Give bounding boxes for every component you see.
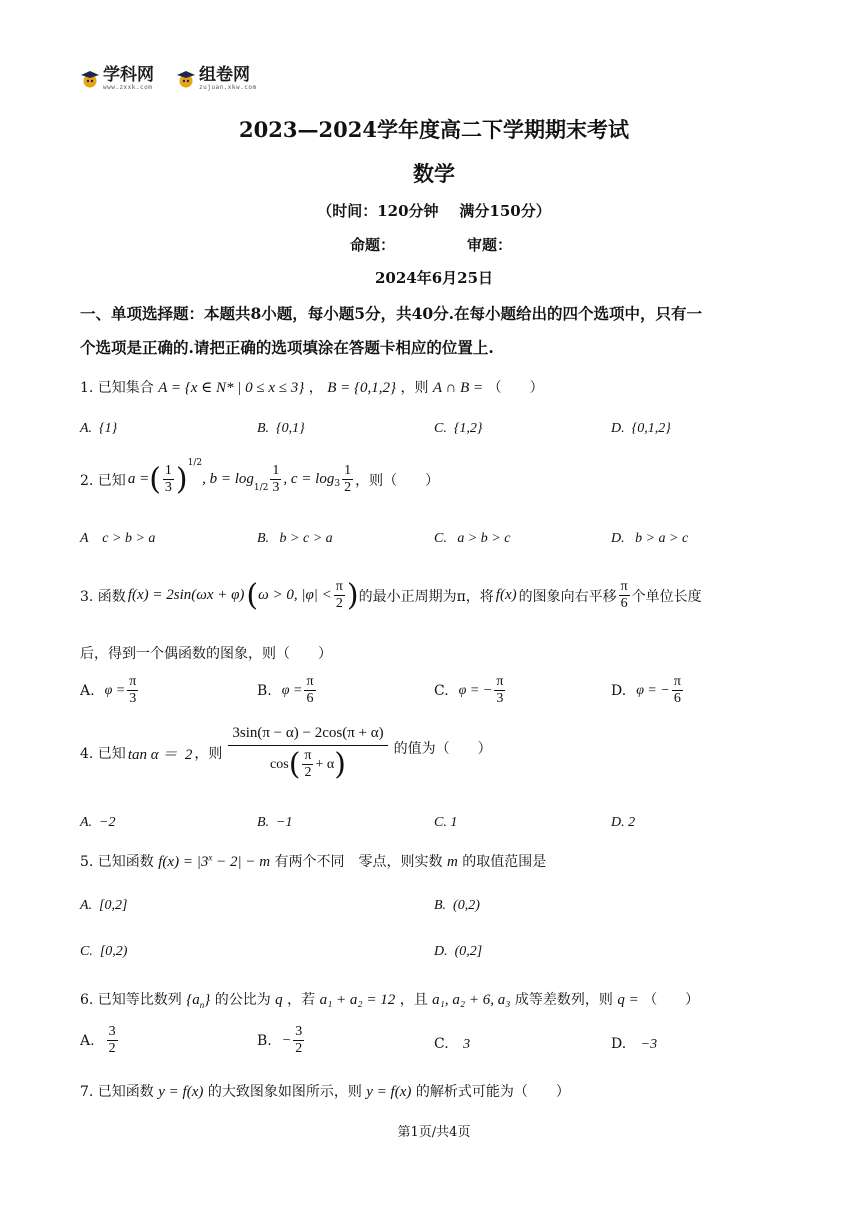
q4-option-d[interactable]: D. 2 bbox=[611, 815, 636, 830]
q4-den-num: π bbox=[304, 748, 312, 763]
q3-opt-c-den: 3 bbox=[496, 691, 504, 706]
q6-opt-a-num: 3 bbox=[108, 1024, 116, 1039]
q4-den-right-paren: ) bbox=[334, 746, 346, 782]
graduation-cap-icon bbox=[176, 70, 196, 88]
q5-var: m bbox=[446, 854, 458, 870]
q6-seq-sub: n bbox=[199, 999, 205, 1010]
q2-left-paren: ( bbox=[149, 462, 161, 497]
q6-cond: a₁ + a₂ = 12 bbox=[319, 992, 396, 1008]
q3-option-c[interactable] bbox=[434, 674, 507, 707]
q6-opt-a-label: A. bbox=[80, 1032, 95, 1049]
q3-line2: 后，得到一个偶函数的图象，则（ ） bbox=[80, 646, 332, 662]
q2-b-fraction bbox=[270, 463, 281, 496]
exam-title: 2023—2024学年度高二下学期期末考试 bbox=[239, 117, 629, 142]
q7-stem-a: 7. 已知函数 bbox=[80, 1084, 154, 1100]
setter-label: 命题： bbox=[350, 236, 396, 254]
q3-opt-a-lhs: φ = bbox=[104, 682, 126, 698]
q2-right-paren: ) bbox=[175, 462, 188, 497]
page-footer: 第1页/共4页 bbox=[397, 1125, 471, 1140]
q1-paren: （ ） bbox=[487, 380, 544, 396]
logo-zxxk-url: www.zxxk.com bbox=[103, 84, 153, 91]
q2-option-a[interactable]: A c > b > a bbox=[80, 531, 156, 546]
q6-opt-a-den: 2 bbox=[108, 1041, 116, 1056]
reviewer-label: 审题： bbox=[467, 236, 513, 254]
q6-stem-c: ，若 bbox=[287, 992, 316, 1008]
q3-opt-d-fraction bbox=[672, 674, 683, 707]
q3-option-a[interactable] bbox=[80, 674, 140, 707]
logo-zxxk bbox=[80, 66, 154, 91]
exam-info: （时间：120分钟 满分150分） bbox=[317, 202, 551, 220]
q5-func-b: − 2| − m bbox=[212, 854, 271, 870]
q7-stem-b: 的大致图象如图所示，则 bbox=[207, 1084, 362, 1100]
q6-terms: a₁, a₂ + 6, a₃ bbox=[432, 992, 511, 1008]
q2-b-num: 1 bbox=[272, 463, 280, 478]
q4-den-fraction bbox=[302, 748, 313, 781]
q2-stem-b: ，则（ ） bbox=[355, 472, 440, 489]
subject-title: 数学 bbox=[413, 161, 455, 186]
q1-option-d[interactable]: D. {0,1,2} bbox=[611, 421, 671, 436]
q3-opt-a-fraction bbox=[127, 674, 138, 707]
q2-a-den: 3 bbox=[164, 480, 172, 495]
q3-cond-num: π bbox=[335, 579, 343, 594]
q6-option-d[interactable] bbox=[611, 1036, 657, 1053]
q2-option-d[interactable]: D. b > a > c bbox=[611, 531, 689, 546]
q3-right-paren: ) bbox=[346, 578, 359, 613]
question-4 bbox=[80, 725, 492, 781]
q4-den-a: cos bbox=[270, 756, 289, 772]
q5-stem-b: 有两个不同 零点，则实数 bbox=[274, 854, 443, 870]
q3-opt-b-fraction bbox=[304, 674, 315, 707]
q2-a-lhs: a = bbox=[127, 471, 150, 487]
q3-opt-b-den: 6 bbox=[306, 691, 314, 706]
q6-seq: {a bbox=[186, 992, 200, 1008]
q5-stem-a: 5. 已知函数 bbox=[80, 854, 154, 870]
q2-a-num: 1 bbox=[164, 463, 172, 478]
q5-option-b[interactable]: B. (0,2) bbox=[434, 898, 480, 913]
q3-func: f(x) = 2sin(ωx + φ) bbox=[127, 587, 245, 603]
logo-zxxk-name: 学科网 bbox=[103, 65, 154, 85]
q6-opt-b-sign: − bbox=[281, 1032, 292, 1048]
exam-date: 2024年6月25日 bbox=[374, 269, 494, 287]
q3-opt-b-label: B. bbox=[257, 682, 272, 699]
q3-opt-a-num: π bbox=[129, 674, 137, 689]
q1-stem-b: ，则 bbox=[400, 380, 429, 396]
q4-stem-c: 的值为（ ） bbox=[393, 741, 492, 757]
q2-b-part: , b = log bbox=[202, 471, 254, 487]
q7-func2: y = f(x) bbox=[366, 1084, 412, 1100]
q4-given: tan α ＝ 2 bbox=[127, 746, 193, 763]
q6-opt-b-den: 2 bbox=[295, 1041, 303, 1056]
q6-stem-b: 的公比为 bbox=[214, 992, 271, 1008]
q7-func: y = f(x) bbox=[158, 1084, 204, 1100]
q6-option-c[interactable] bbox=[434, 1036, 470, 1053]
question-1 bbox=[80, 377, 544, 397]
q3-opt-c-label: C. bbox=[434, 682, 449, 699]
logo-zujuan bbox=[176, 66, 257, 91]
q3-stem-c: 的图象向右平移 bbox=[518, 588, 617, 605]
q6-opt-d-text: −3 bbox=[640, 1037, 658, 1052]
q2-a-fraction bbox=[163, 463, 174, 496]
question-6 bbox=[80, 989, 699, 1010]
q3-cond-fraction bbox=[334, 579, 345, 612]
q1-stem-a: 1. 已知集合 bbox=[80, 380, 154, 396]
q6-ask: q = bbox=[617, 992, 639, 1008]
q1-expr: A ∩ B = bbox=[432, 380, 484, 396]
q5-option-d[interactable]: D. (0,2] bbox=[434, 944, 483, 959]
q3-opt-b-num: π bbox=[306, 674, 314, 689]
q6-option-b[interactable] bbox=[257, 1024, 306, 1057]
q4-option-a[interactable]: A. −2 bbox=[80, 815, 116, 830]
q3-shift-num: π bbox=[620, 579, 628, 594]
q1-option-a[interactable]: A. {1} bbox=[80, 421, 118, 436]
q6-paren: （ ） bbox=[643, 992, 700, 1008]
q3-stem-d: 个单位长度 bbox=[631, 588, 702, 605]
q3-option-b[interactable] bbox=[257, 674, 318, 707]
q4-option-b[interactable]: B. −1 bbox=[257, 815, 293, 830]
q6-opt-b-label: B. bbox=[257, 1032, 272, 1049]
q4-stem-a: 4. 已知 bbox=[80, 746, 126, 762]
q2-option-c[interactable]: C. a > b > c bbox=[434, 531, 511, 546]
q3-opt-d-num: π bbox=[673, 674, 681, 689]
q6-opt-a-fraction bbox=[107, 1024, 118, 1057]
q6-stem-e: 成等差数列，则 bbox=[514, 992, 613, 1008]
q3-stem-a: 3. 函数 bbox=[80, 588, 126, 605]
q6-stem-a: 6. 已知等比数列 bbox=[80, 992, 182, 1008]
q4-denominator bbox=[268, 746, 348, 781]
q3-opt-c-lhs: φ = − bbox=[458, 682, 493, 698]
q3-stem-b: 的最小正周期为π，将 bbox=[358, 588, 494, 605]
q3-option-d[interactable] bbox=[611, 674, 685, 707]
q2-stem-a: 2. 已知 bbox=[80, 472, 126, 489]
q5-option-c[interactable]: C. [0,2) bbox=[80, 944, 128, 959]
q3-left-paren: ( bbox=[246, 578, 259, 613]
q2-option-b[interactable]: B. b > c > a bbox=[257, 531, 333, 546]
q3-shift-den: 6 bbox=[620, 596, 628, 611]
q6-option-a[interactable] bbox=[80, 1024, 120, 1057]
q2-c-base: 3 bbox=[334, 479, 341, 489]
q3-opt-a-label: A. bbox=[80, 682, 95, 699]
q6-opt-d-label: D. bbox=[611, 1036, 627, 1052]
q2-c-den: 2 bbox=[344, 480, 352, 495]
q4-option-c[interactable]: C. 1 bbox=[434, 815, 458, 830]
q2-b-den: 3 bbox=[272, 480, 280, 495]
q3-opt-d-lhs: φ = − bbox=[636, 682, 670, 698]
q2-c-part: , c = log bbox=[283, 471, 335, 487]
q4-stem-b: ，则 bbox=[194, 746, 223, 762]
q3-opt-d-label: D. bbox=[611, 682, 627, 699]
q1-option-c[interactable]: C. {1,2} bbox=[434, 421, 483, 436]
q6-opt-c-label: C. bbox=[434, 1036, 449, 1052]
question-3 bbox=[80, 578, 702, 613]
q3-opt-b-lhs: φ = bbox=[281, 682, 303, 698]
q3-opt-a-den: 3 bbox=[129, 691, 137, 706]
question-2 bbox=[80, 458, 440, 497]
q4-big-fraction bbox=[228, 725, 387, 781]
q6-stem-d: ，且 bbox=[399, 992, 428, 1008]
q3-fx: f(x) bbox=[495, 587, 517, 603]
q2-c-fraction bbox=[342, 463, 353, 496]
section1-line1: 一、单项选择题：本题共8小题，每小题5分，共40分.在每小题给出的四个选项中，只有一 bbox=[80, 304, 703, 323]
q5-exp: x bbox=[208, 852, 213, 863]
q4-den-left-paren: ( bbox=[288, 746, 301, 782]
q2-c-num: 1 bbox=[344, 463, 352, 478]
q3-opt-c-num: π bbox=[496, 674, 504, 689]
q3-shift-fraction bbox=[619, 579, 630, 612]
q2-a-exp: 1/2 bbox=[187, 458, 203, 468]
q4-den-den: 2 bbox=[304, 765, 312, 780]
q1-option-b[interactable]: B. {0,1} bbox=[257, 421, 305, 436]
q4-numerator: 3sin(π − α) − 2cos(π + α) bbox=[228, 725, 387, 746]
question-5 bbox=[80, 851, 546, 871]
q6-opt-c-text: 3 bbox=[463, 1037, 471, 1052]
q1-set-b: B = {0,1,2} bbox=[327, 380, 396, 396]
q1-sep: ， bbox=[308, 380, 323, 396]
q6-opt-b-fraction bbox=[293, 1024, 304, 1057]
logo-zujuan-url: zujuan.xkw.com bbox=[199, 84, 257, 91]
section1-line2: 个选项是正确的.请把正确的选项填涂在答题卡相应的位置上. bbox=[80, 338, 494, 357]
q1-set-a: A = {x ∈ N* | 0 ≤ x ≤ 3} bbox=[158, 380, 305, 396]
question-7 bbox=[80, 1081, 570, 1101]
q3-cond-den: 2 bbox=[335, 596, 343, 611]
q3-opt-c-fraction bbox=[494, 674, 505, 707]
q3-opt-d-den: 6 bbox=[673, 691, 681, 706]
q6-q: q bbox=[275, 992, 283, 1008]
q4-den-b: + α bbox=[315, 756, 335, 772]
q2-b-base: 1/2 bbox=[253, 483, 269, 493]
q6-seq-end: } bbox=[204, 992, 211, 1008]
graduation-cap-icon bbox=[80, 70, 100, 88]
logo-zujuan-name: 组卷网 bbox=[199, 65, 250, 85]
q6-opt-b-num: 3 bbox=[295, 1024, 303, 1039]
q7-stem-c: 的解析式可能为（ ） bbox=[415, 1084, 570, 1100]
q5-option-a[interactable]: A. [0,2] bbox=[80, 898, 128, 913]
q5-func: f(x) = |3 bbox=[158, 854, 209, 870]
q5-stem-c: 的取值范围是 bbox=[462, 854, 547, 870]
q3-cond-a: ω > 0, |φ| < bbox=[258, 587, 332, 603]
